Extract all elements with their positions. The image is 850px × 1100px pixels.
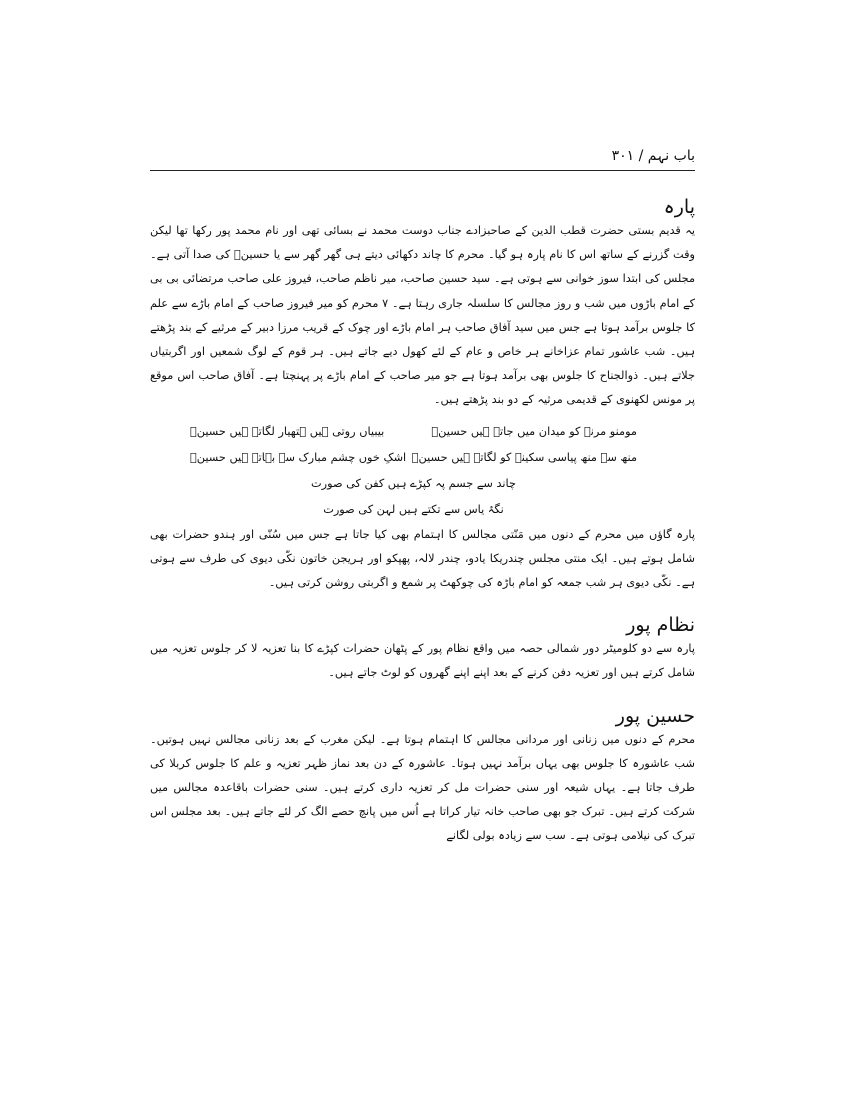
- page-header: [150, 146, 695, 170]
- verse-line: بیبیاں روتی ہیں ہتھیار لگاتے ہیں حسینؑ: [190, 424, 385, 438]
- marsiya-verses: [150, 419, 695, 523]
- header-rule: [150, 170, 695, 171]
- verse-couplet: [190, 445, 637, 471]
- running-head: باب نہم / ۳۰۱: [611, 148, 695, 164]
- page-body: [150, 195, 695, 849]
- paragraph-para-mannati: پارہ گاؤں میں محرم کے دنوں میں مَنّتی مجالس کا اہتمام بھی کیا جاتا ہے جس میں سُنّی اور ہندو حضرات بھی شامل ہوتے ہیں۔ ایک منتی مجلس چندریکا یادو، چندر لالہ، پھپکو اور ہریجن خاتون نکّی دیوی کی طرف سے ہوتی ہے۔ نکّی دیوی ہر شب جمعہ کو امام باڑہ کی چوکھٹ پر شمع و اگربتی روشن کرتی ہیں۔: [150, 527, 695, 590]
- paragraph-para-intro: یہ قدیم بستی حضرت قطب الدین کے صاحبزادے جناب دوست محمد نے بسائی تھی اور نام محمد پور رکھا تھا لیکن وقت گزرنے کے ساتھ اس کا نام پارہ ہو گیا۔ محرم کا چاند دکھائی دیتے ہی گھر گھر سے یا حسینؑ کی صدا آتی ہے۔ مجلس کی ابتدا سوز خوانی سے ہوتی ہے۔ سید حسین صاحب، میر ناظم صاحب، فیروز علی صاحب مرتضائی بی بی کے امام باڑوں میں شب و روز مجالس کا سلسلہ جاری رہتا ہے۔ ۷ محرم کو میر فیروز صاحب کے امام باڑے سے علم کا جلوس برآمد ہوتا ہے جس میں سید آفاق صاحب ہر امام باڑے اور چوک کے قریب مرزا دبیر کے مرثیے کے بند پڑھتے ہیں۔ شب عاشور تمام عزاخانے ہر خاص و عام کے لئے کھول دیے جاتے ہیں۔ ہر قوم کے لوگ شمعیں اور اگربتیاں جلاتے ہیں۔ ذوالجناح کا جلوس بھی برآمد ہوتا ہے جو میر صاحب کے امام باڑے پر پہنچتا ہے۔ آفاق صاحب اس موقع پر مونس لکھنوی کے قدیمی مرثیہ کے دو بند پڑھتے ہیں۔: [150, 224, 695, 407]
- verse-line: اشکِ خوں چشم مبارک سے بہاتے ہیں حسینؑ: [190, 450, 407, 464]
- paragraph-husainpur: محرم کے دنوں میں زنانی اور مردانی مجالس کا اہتمام ہوتا ہے۔ لیکن مغرب کے بعد زنانی مجالس نہیں ہوتیں۔ شب عاشورہ کا جلوس بھی یہاں برآمد نہیں ہوتا۔ عاشورہ کے دن بعد نماز ظہر تعزیہ و علم کا جلوس کربلا کی طرف جاتا ہے۔ یہاں شیعہ اور سنی حضرات مل کر تعزیہ داری کرتے ہیں۔ سنی حضرات باقاعدہ مجالس میں شرکت کرتے ہیں۔ تبرک جو بھی صاحب خانہ تیار کراتا ہے اُس میں پانچ حصے الگ کر لئے جاتے ہیں۔ بعد مجلس اس تبرک کی نیلامی ہوتی ہے۔ سب سے زیادہ بولی لگانے: [150, 732, 695, 843]
- paragraph-nizampur: پارہ سے دو کلومیٹر دور شمالی حصہ میں واقع نظام پور کے پٹھان حضرات کپڑے کا بنا تعزیہ لا کر جلوس تعزیہ میں شامل کرتے ہیں اور تعزیہ دفن کرنے کے بعد اپنے اپنے گھروں کو لوٹ جاتے ہیں۔: [150, 642, 695, 680]
- section-heading-para: پارہ: [663, 196, 695, 218]
- verse-line: منھ سے منھ پیاسی سکینہ کو لگاتے ہیں حسینؑ: [411, 450, 637, 464]
- verse-line-centered: نگۂ یاس سے تکتے ہیں لہن کی صورت: [323, 502, 504, 516]
- verse-line-centered: چاند سے جسم پہ کپڑے ہیں کفن کی صورت: [311, 476, 516, 490]
- verse-couplet: [190, 419, 637, 445]
- section-heading-nizampur: نظام پور: [626, 614, 695, 637]
- verse-line: مومنو مرنے کو میدان میں جاتے ہیں حسینؑ: [431, 424, 637, 438]
- section-heading-husainpur: حسین پور: [615, 704, 695, 727]
